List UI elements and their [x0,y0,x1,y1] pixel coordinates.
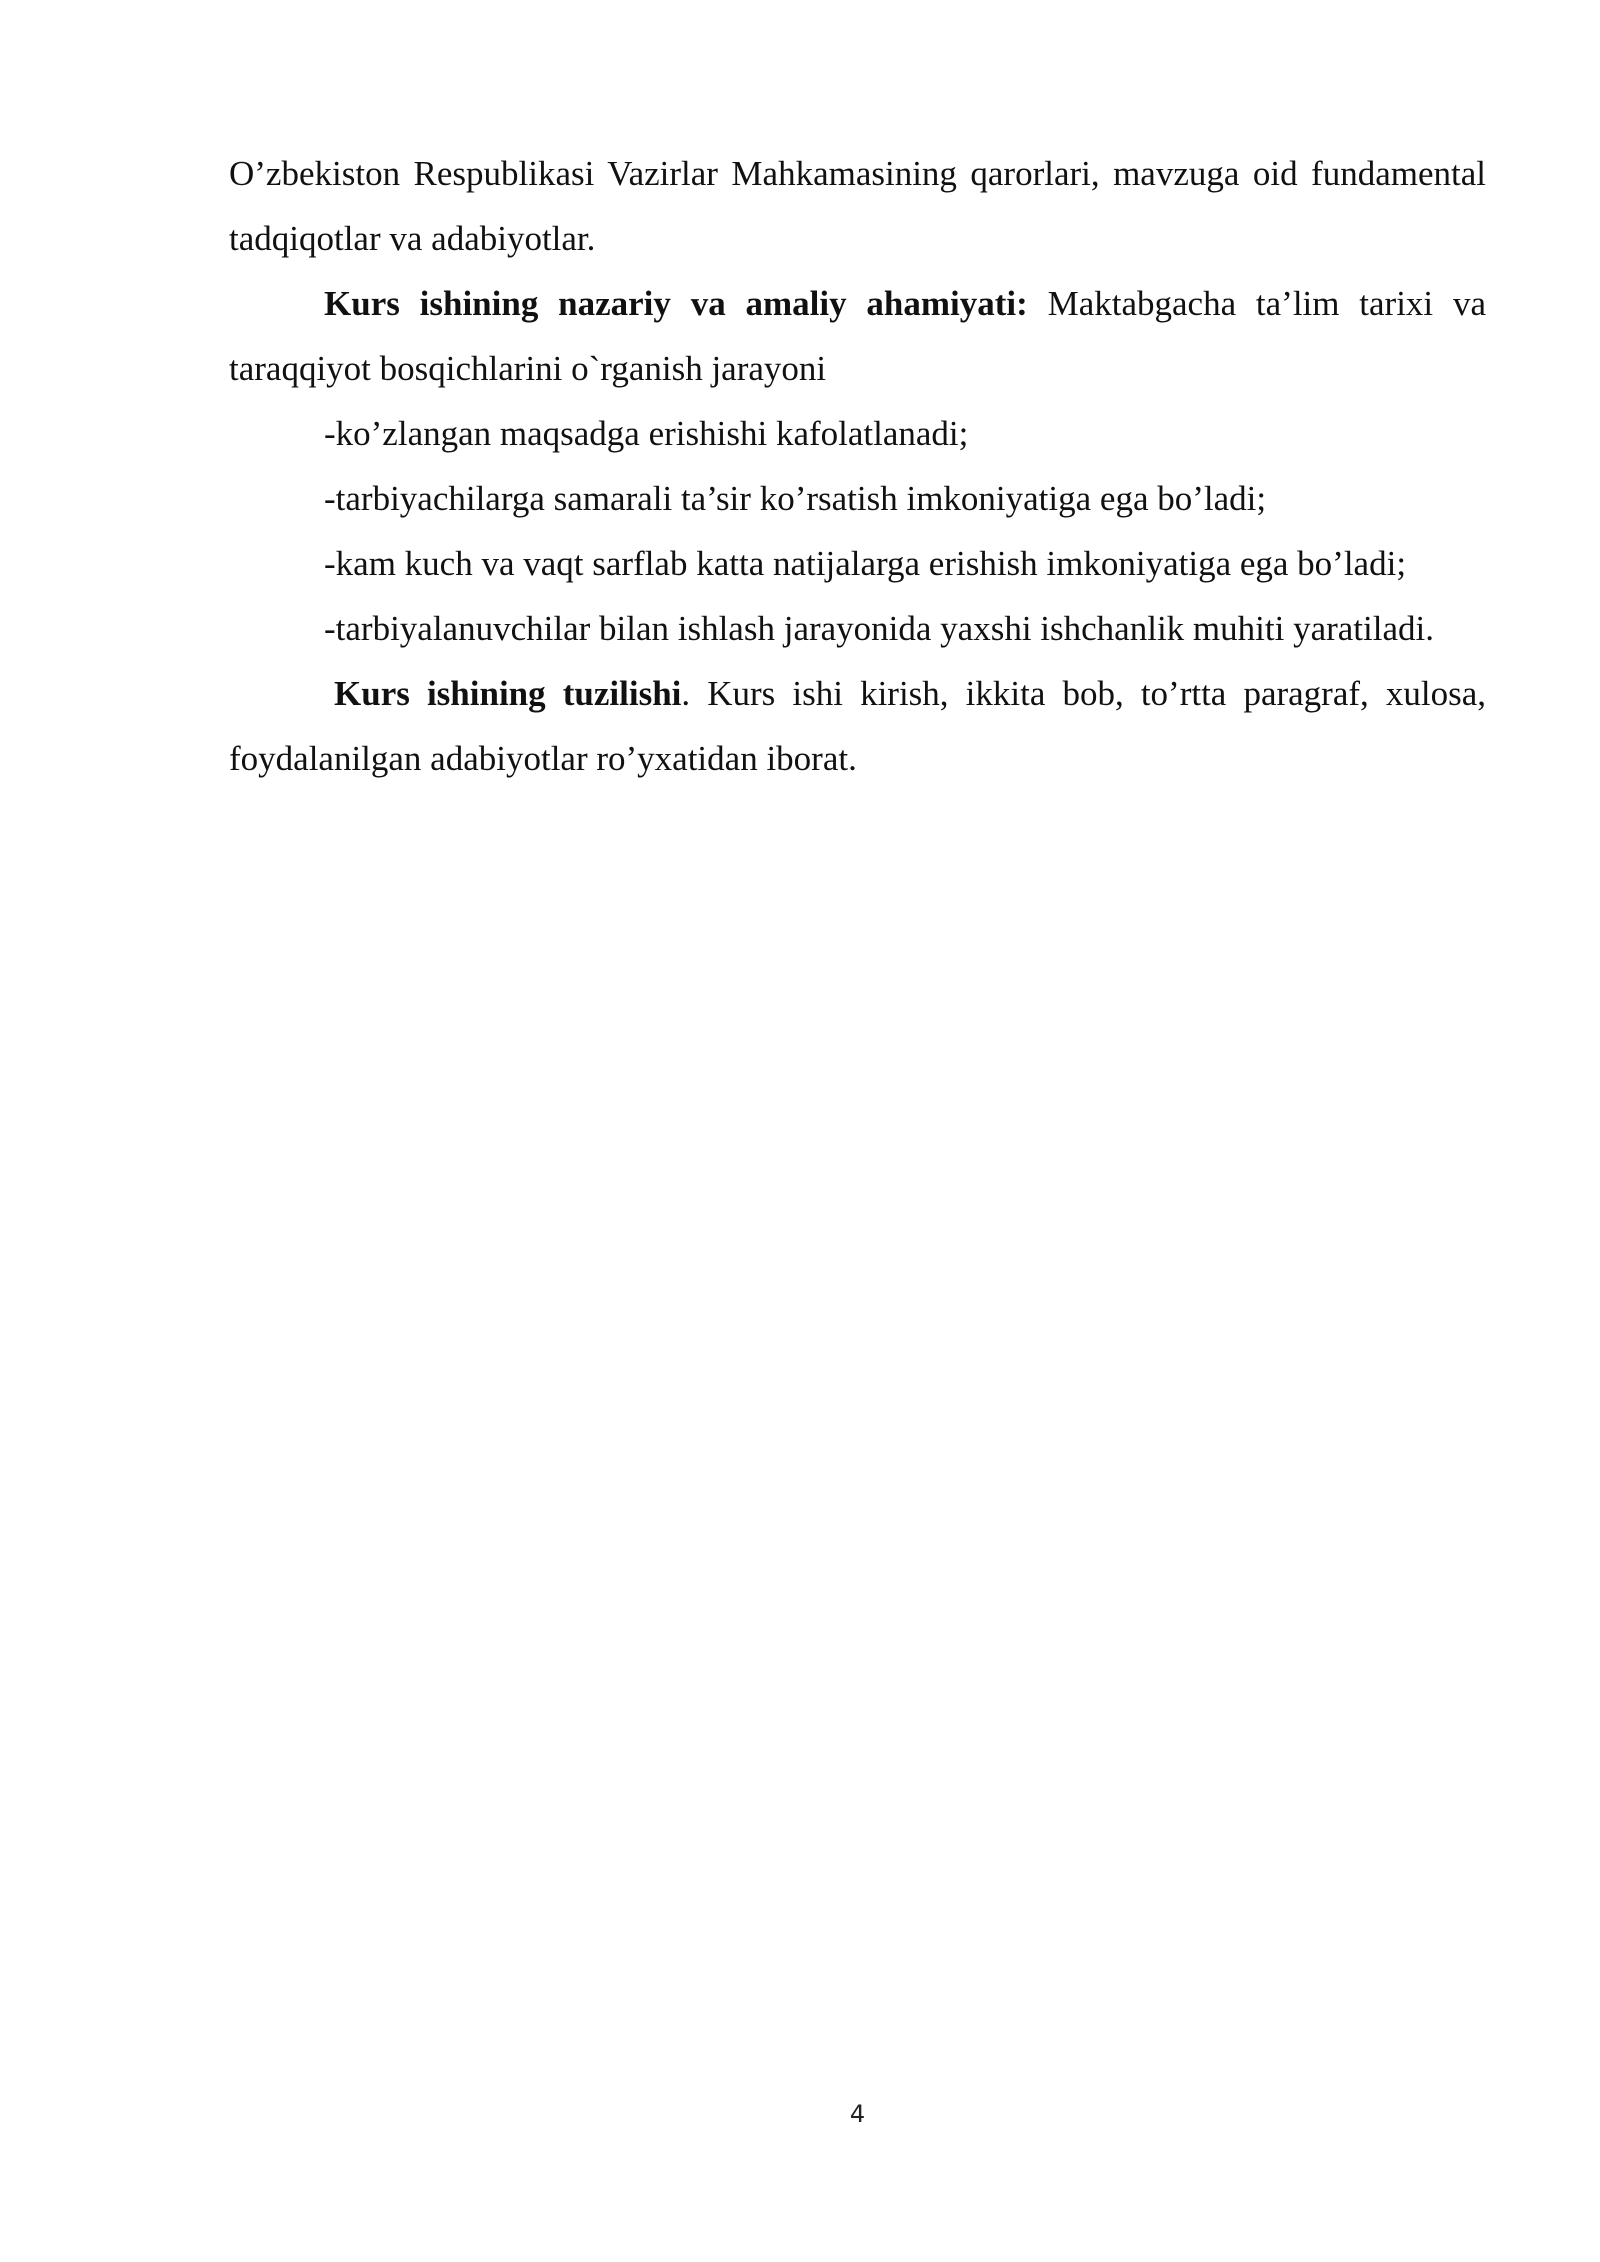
paragraph-heading: Kurs ishining tuzilishi [334,674,682,713]
list-item-text: -tarbiyachilarga samarali ta’sir ko’rsatish imkoniyatiga ega bo’ladi; [324,479,1267,518]
list-item [229,401,1486,466]
paragraph-references [229,141,1486,271]
body-text [229,141,1486,791]
paragraph-significance [229,271,1486,401]
list-item [229,531,1486,596]
list-item-text: -ko’zlangan maqsadga erishishi kafolatlanadi; [324,414,969,453]
paragraph-text: O’zbekiston Respublikasi Vazirlar Mahkamasining qarorlari, mavzuga oid fundamental tadqiqotlar va adabiyotlar. [229,154,1486,258]
paragraph-heading: Kurs ishining nazariy va amaliy ahamiyati: [324,284,1028,323]
paragraph-structure [229,661,1486,791]
page-number: 4 [849,2100,866,2128]
paragraph-text: . Kurs ishi kirish, ikkita bob, to’rtta paragraf, xulosa, foydalanilgan adabiyotlar ro’yxatidan iborat. [229,674,1486,778]
list-item [229,466,1486,531]
list-item-text: -tarbiyalanuvchilar bilan ishlash jarayonida yaxshi ishchanlik muhiti yaratiladi. [324,609,1434,648]
paragraph-text: Maktabgacha ta’lim tarixi va taraqqiyot bosqichlarini o`rganish jarayoni [229,284,1486,388]
list-item [229,596,1486,661]
list-item-text: -kam kuch va vaqt sarflab katta natijalarga erishish imkoniyatiga ega bo’ladi; [324,544,1407,583]
